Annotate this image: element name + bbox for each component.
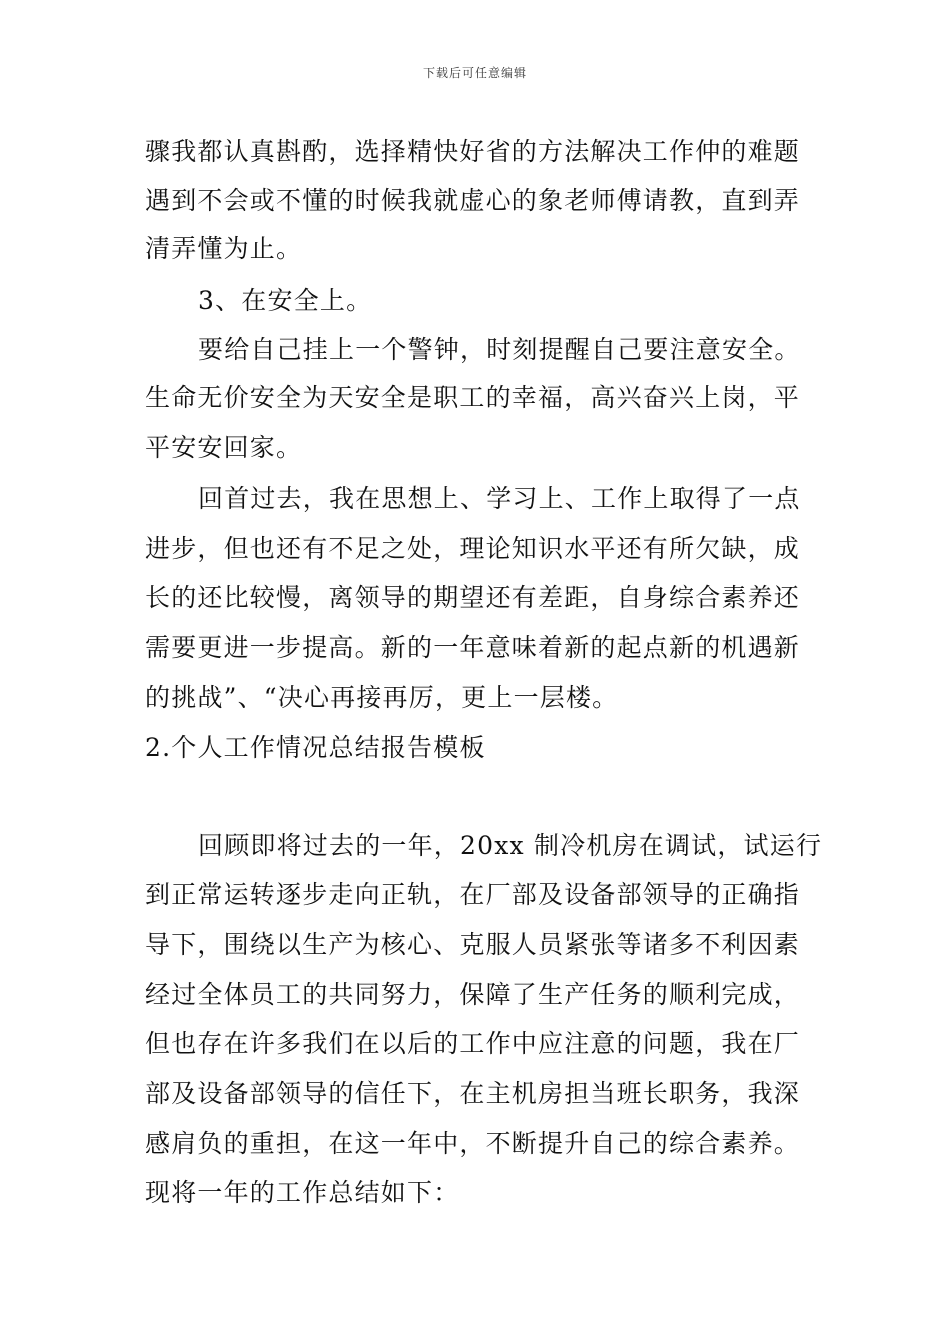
page-header-note: 下载后可任意编辑 [422,66,527,80]
text-line: 感肩负的重担，在这一年中，不断提升自己的综合素养。 [145,1129,801,1158]
text-line: 导下，围绕以生产为核心、克服人员紧张等诸多不利因素 [145,930,801,959]
paragraph-first-line: 要给自己挂上一个警钟，时刻提醒自己要注意安全。 [198,335,801,364]
paragraph-first-line: 回首过去，我在思想上、学习上、工作上取得了一点 [198,484,801,513]
text-line: 需要更进一步提高。新的一年意味着新的起点新的机遇新 [145,633,801,662]
text-line: 长的还比较慢，离领导的期望还有差距，自身综合素养还 [145,583,801,612]
document-section-title: 2.个人工作情况总结报告模板 [145,733,486,762]
section-heading-safety: 3、在安全上。 [198,286,373,315]
text-line: 部及设备部领导的信任下，在主机房担当班长职务，我深 [145,1079,801,1108]
text-line: 的挑战”、“决心再接再厉，更上一层楼。 [145,683,619,712]
text-line: 但也存在许多我们在以后的工作中应注意的问题，我在厂 [145,1029,801,1058]
text-line: 清弄懂为止。 [145,234,303,263]
text-line: 到正常运转逐步走向正轨，在厂部及设备部领导的正确指 [145,880,801,909]
paragraph-first-line: 回顾即将过去的一年，20xx 制冷机房在调试，试运行 [198,831,823,860]
text-line: 经过全体员工的共同努力，保障了生产任务的顺利完成， [145,980,801,1009]
text-line: 骤我都认真斟酌，选择精快好省的方法解决工作仲的难题 [145,137,801,166]
text-line: 进步，但也还有不足之处，理论知识水平还有所欠缺，成 [145,534,801,563]
text-line: 现将一年的工作总结如下： [145,1178,460,1207]
text-line: 生命无价安全为天安全是职工的幸福，高兴奋兴上岗，平 [145,383,801,412]
text-line: 平安安回家。 [145,433,303,462]
text-line: 遇到不会或不懂的时候我就虚心的象老师傅请教，直到弄 [145,186,801,215]
